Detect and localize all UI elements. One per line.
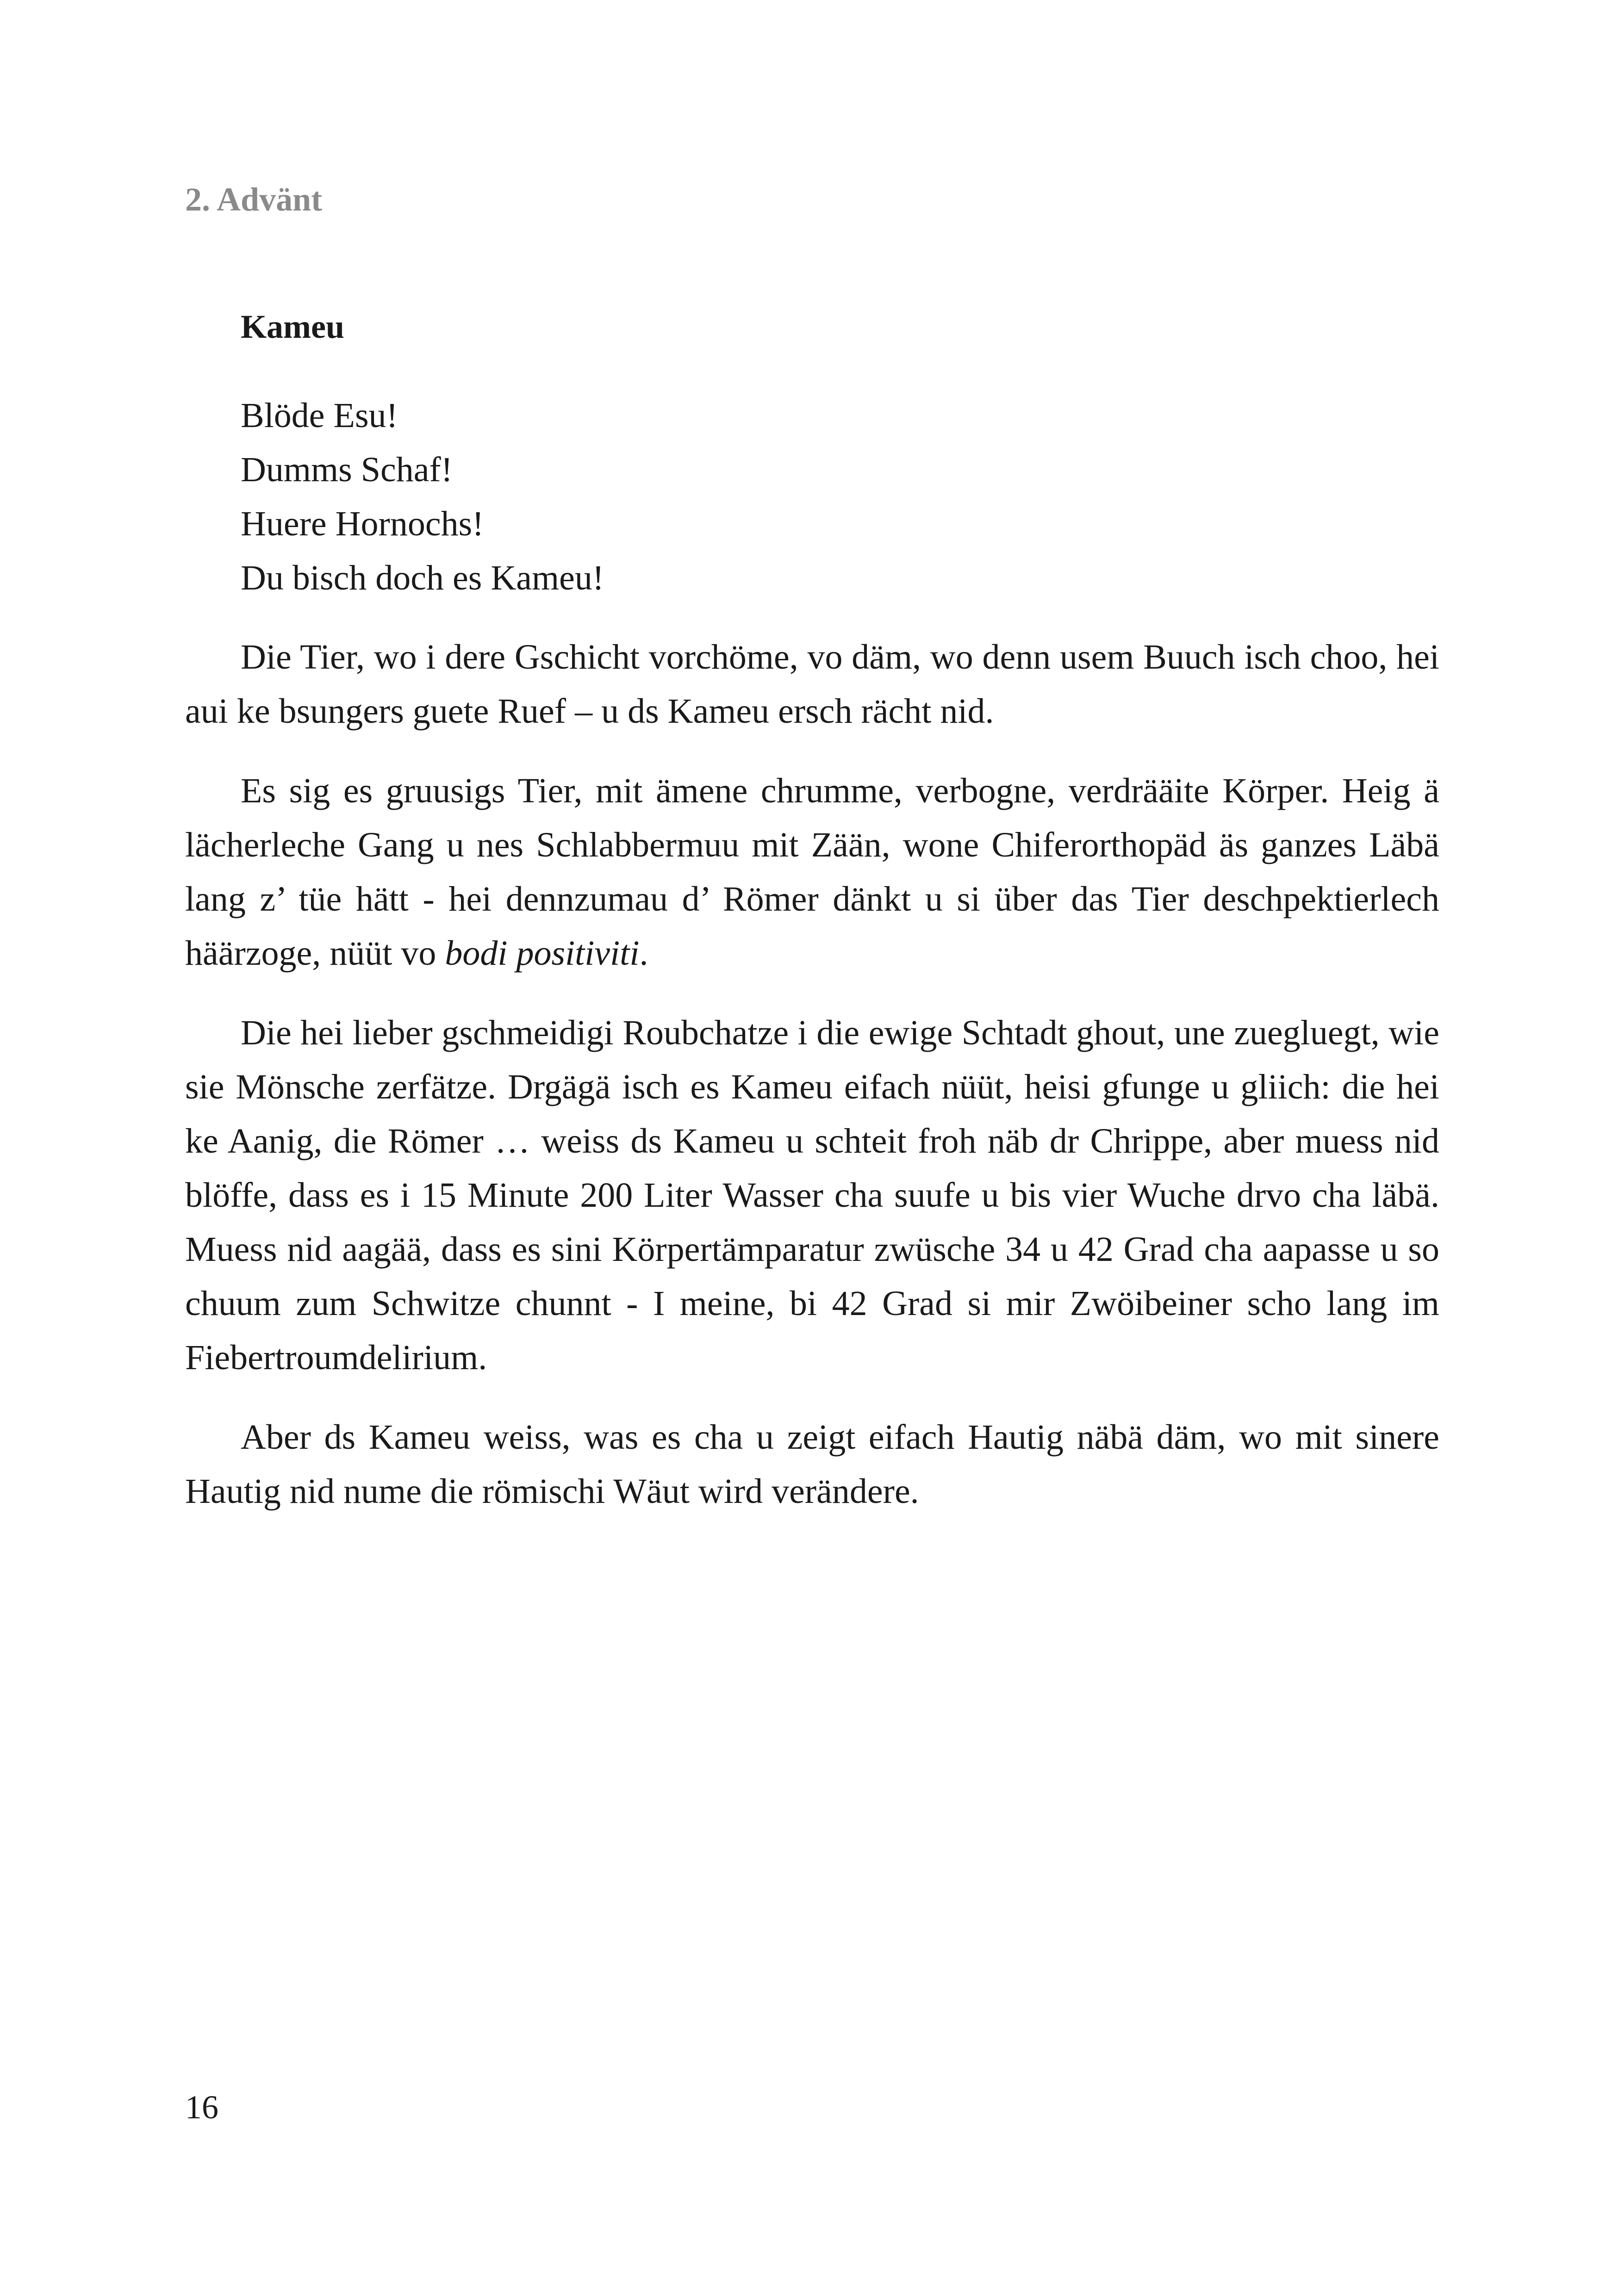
poem-title: Kameu	[241, 308, 344, 345]
paragraph-3: Die hei lieber gschmeidigi Roubchatze i die ewige Schtadt ghout, une zuegluegt, wie sie Mönsche zerfätze. Drgägä isch es Kameu eifach nüüt, heisi gfunge u gliich: die hei ke Aanig, die Römer … weiss ds Kameu u schteit froh näb dr Chrippe, aber muess nid blöffe, dass es i 15 Minute 200 Liter Wasser cha suufe u bis vier Wuche drvo cha läbä. Muess nid aagää, dass es sini Körpertämparatur zwüsche 34 u 42 Grad cha aapasse u so chuum zum Schwitze chunnt - I meine, bi 42 Grad si mir Zwöibeiner scho lang im Fiebertroumdelirium.	[185, 1013, 1439, 1377]
poem-line: Dumms Schaf!	[241, 450, 453, 489]
section-heading: 2. Advänt	[185, 181, 323, 218]
paragraph-2-end: .	[639, 934, 648, 973]
poem-line: Du bisch doch es Kameu!	[241, 558, 604, 597]
poem-line: Blöde Esu!	[241, 396, 398, 435]
paragraph-2	[185, 764, 1439, 980]
italic-phrase: bodi positiviti	[445, 934, 640, 973]
paragraph-4: Aber ds Kameu weiss, was es cha u zeigt eifach Hautig näbä däm, wo mit sinere Hautig nid nume die römischi Wäut wird verändere.	[185, 1418, 1439, 1511]
paragraph-2-text: Es sig es gruusigs Tier, mit ämene chrumme, verbogne, verdrääite Körper. Heig ä lächerleche Gang u nes Schlabbermuu mit Zään, wone Chiferorthopäd äs ganzes Läbä lang z’ tüe hätt - hei dennzumau d’ Römer dänkt u si über das Tier deschpektierlech häärzoge, nüüt vo	[185, 771, 1439, 973]
page-number: 16	[185, 2089, 218, 2126]
poem	[241, 389, 604, 605]
poem-line: Huere Hornochs!	[241, 504, 484, 543]
paragraph-1: Die Tier, wo i dere Gschicht vorchöme, vo däm, wo denn usem Buuch isch choo, hei aui ke bsungers guete Ruef – u ds Kameu ersch rächt nid.	[185, 638, 1439, 731]
body-text	[185, 630, 1439, 1544]
